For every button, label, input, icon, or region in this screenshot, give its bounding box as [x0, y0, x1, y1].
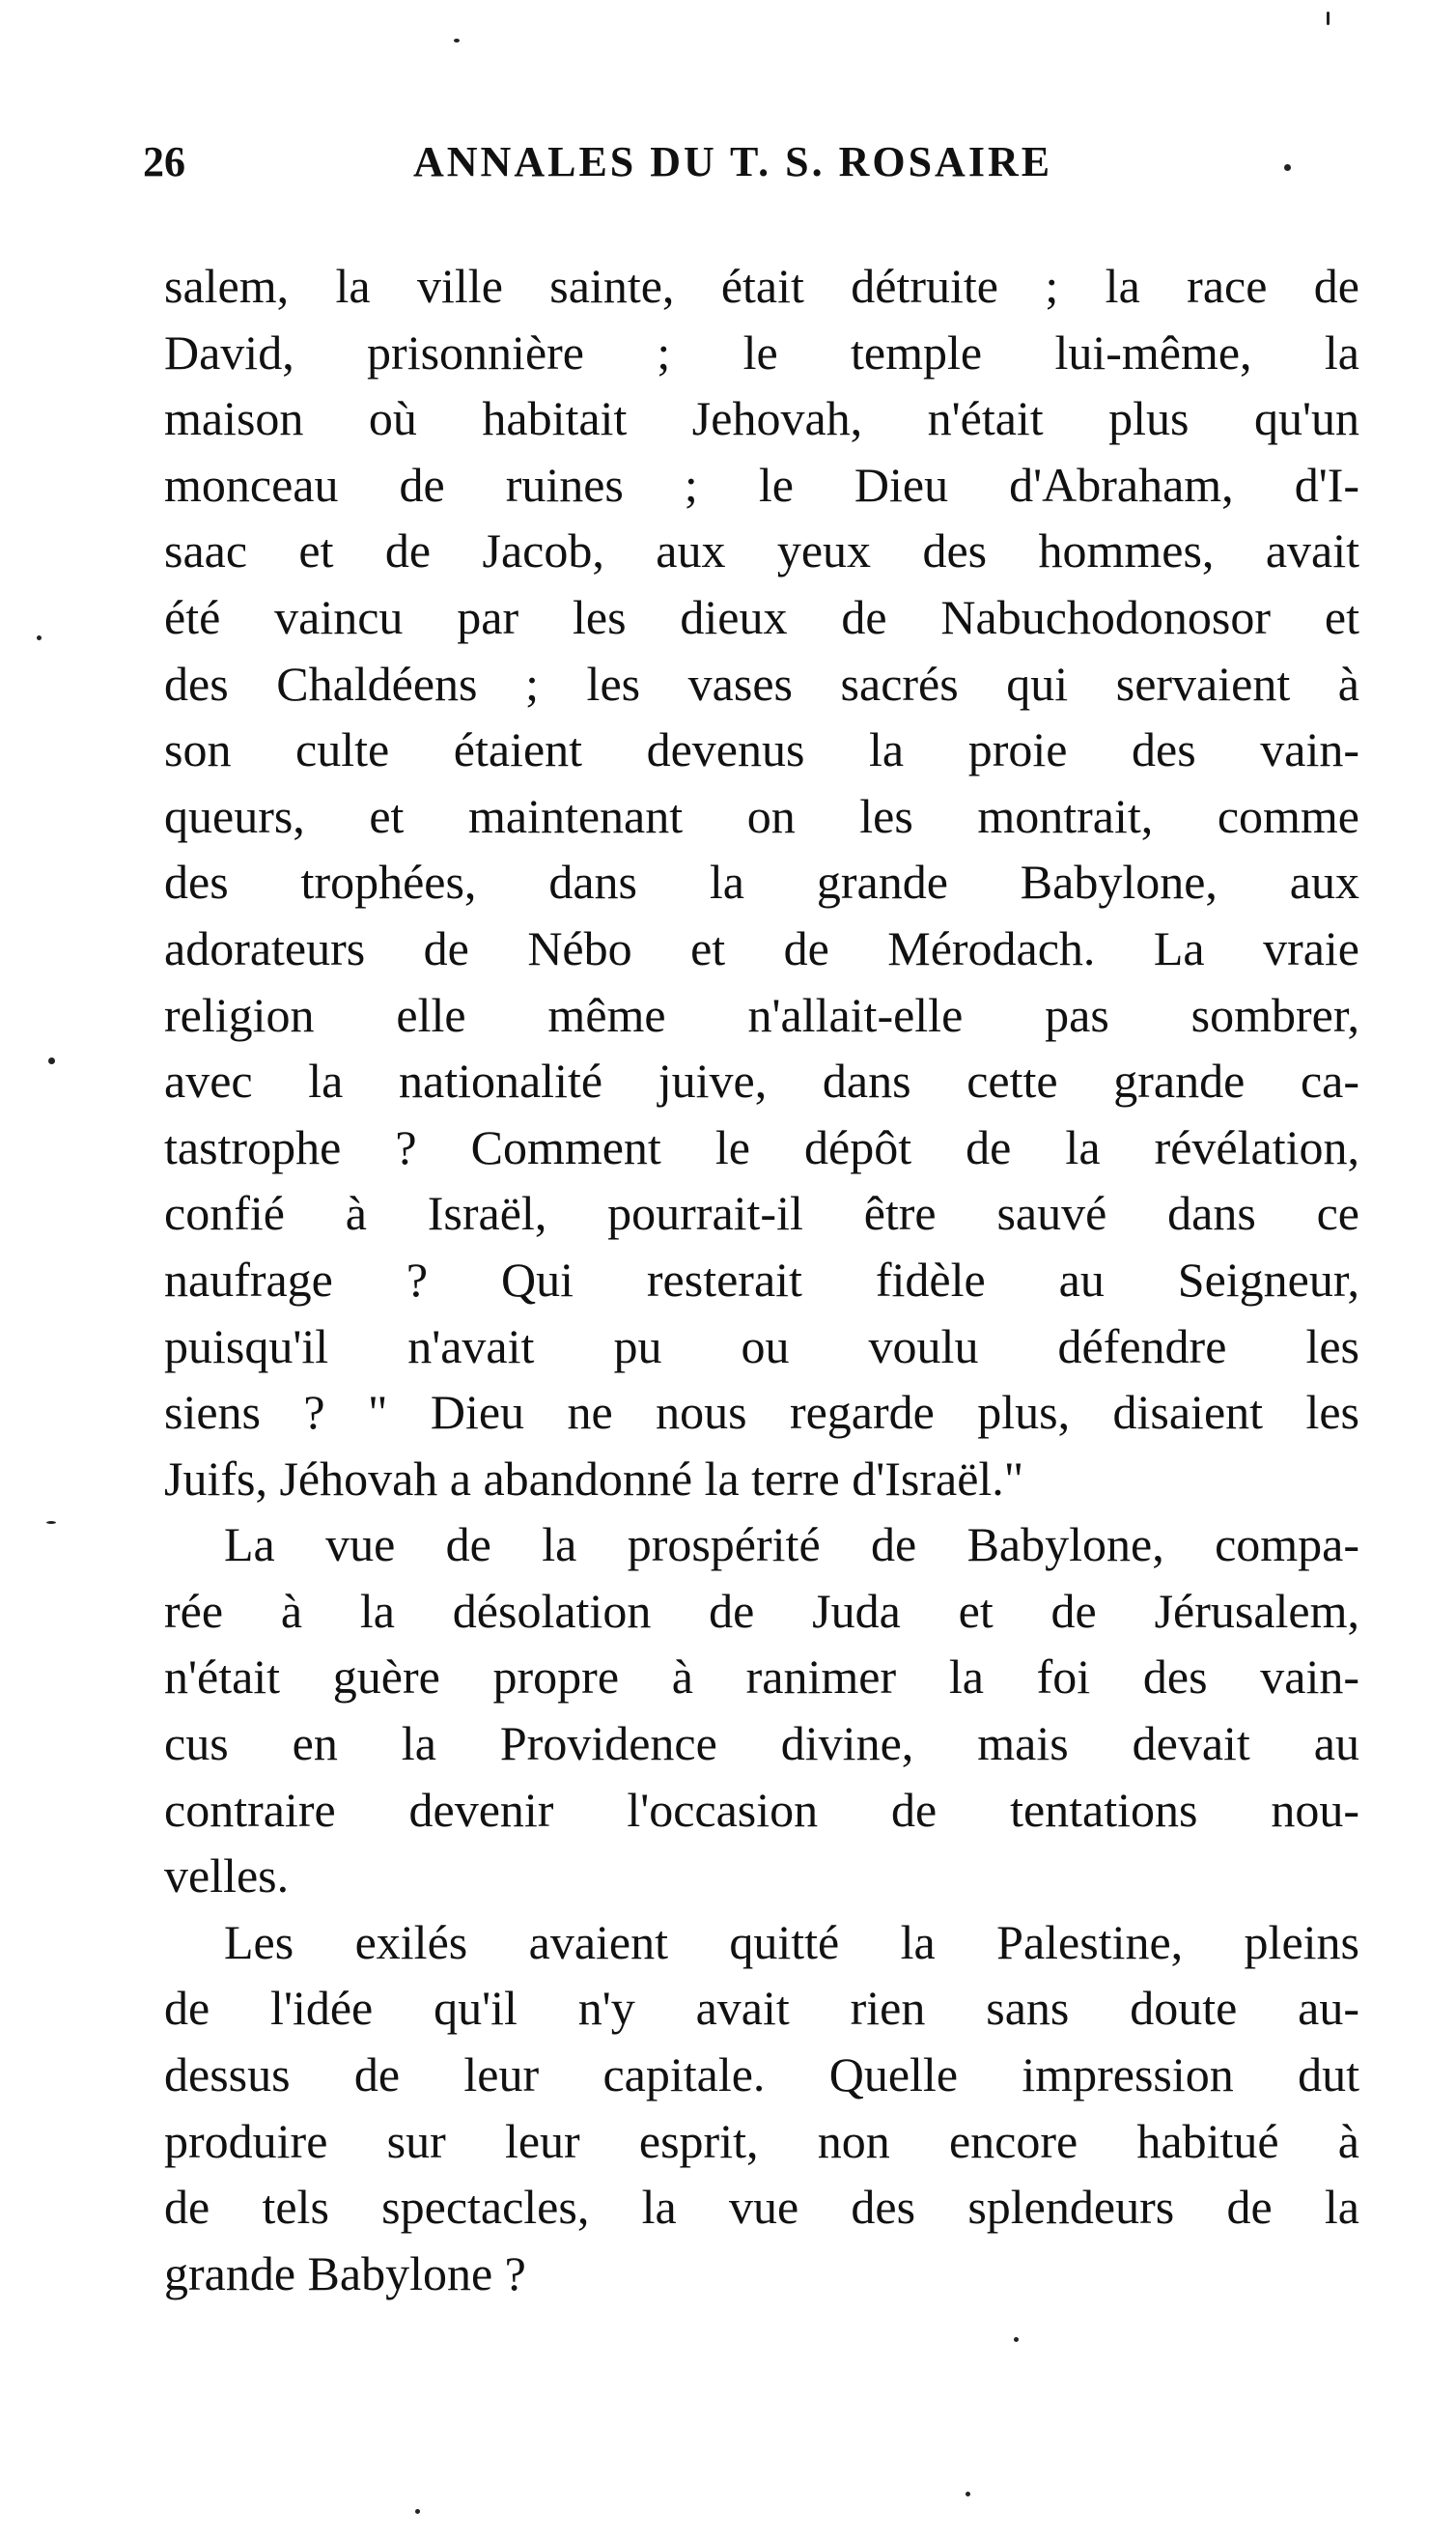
text-line: salem, la ville sainte, était détruite ; la race de	[164, 259, 1359, 313]
text-line: n'était guère propre à ranimer la foi des vain-	[164, 1650, 1359, 1705]
text-line: maison où habitait Jehovah, n'était plus qu'un	[164, 391, 1359, 446]
text-line: son culte étaient devenus la proie des vain-	[164, 722, 1359, 777]
text-line: des trophées, dans la grande Babylone, aux	[164, 855, 1359, 910]
text-line: religion elle même n'allait-elle pas sombrer,	[164, 987, 1359, 1042]
text-line: cus en la Providence divine, mais devait au	[164, 1716, 1359, 1771]
print-speck	[1327, 12, 1330, 25]
print-speck	[46, 1521, 56, 1524]
text-line: avec la nationalité juive, dans cette grande ca-	[164, 1054, 1359, 1109]
print-speck	[37, 635, 42, 640]
text-line: adorateurs de Nébo et de Mérodach. La vraie	[164, 920, 1359, 975]
text-line: contraire devenir l'occasion de tentations nou-	[164, 1782, 1359, 1837]
text-line: siens ? " Dieu ne nous regarde plus, disaient les	[164, 1385, 1359, 1440]
print-speck	[454, 39, 460, 42]
text-line: queurs, et maintenant on les montrait, comme	[164, 788, 1359, 843]
print-speck	[1284, 164, 1291, 171]
text-line: naufrage ? Qui resterait fidèle au Seigneur,	[164, 1252, 1359, 1307]
text-line: tastrophe ? Comment le dépôt de la révélation,	[164, 1119, 1359, 1174]
text-line: David, prisonnière ; le temple lui-même, la	[164, 324, 1359, 380]
text-line: saac et de Jacob, aux yeux des hommes, avait	[164, 523, 1359, 578]
running-title: ANNALES DU T. S. ROSAIRE	[413, 138, 1053, 185]
print-speck	[966, 2492, 970, 2496]
body-text	[164, 253, 1359, 2306]
text-line: dessus de leur capitale. Quelle impression dut	[164, 2047, 1359, 2102]
text-line: grande Babylone ?	[164, 2245, 526, 2300]
text-line: velles.	[164, 1848, 290, 1904]
text-line: des Chaldéens ; les vases sacrés qui servaient à	[164, 656, 1359, 711]
print-speck	[48, 1058, 55, 1064]
text-line: de l'idée qu'il n'y avait rien sans doute au-	[164, 1981, 1359, 2036]
text-line: Juifs, Jéhovah a abandonné la terre d'Israël."	[164, 1451, 1024, 1506]
text-line: été vaincu par les dieux de Nabuchodonosor et	[164, 589, 1359, 644]
print-speck	[415, 2509, 420, 2514]
page-number: 26	[143, 138, 185, 185]
paragraph-start-line: La vue de la prospérité de Babylone, compa-	[224, 1517, 1359, 1572]
running-header	[143, 133, 1330, 191]
text-line: rée à la désolation de Juda et de Jérusalem,	[164, 1583, 1359, 1638]
text-line: de tels spectacles, la vue des splendeurs de la	[164, 2180, 1359, 2235]
paragraph-start-line: Les exilés avaient quitté la Palestine, pleins	[224, 1914, 1359, 1969]
text-line: puisqu'il n'avait pu ou voulu défendre les	[164, 1318, 1359, 1373]
print-speck	[1014, 2337, 1019, 2342]
text-line: produire sur leur esprit, non encore habitué à	[164, 2113, 1359, 2168]
text-line: monceau de ruines ; le Dieu d'Abraham, d'I-	[164, 457, 1359, 512]
text-line: confié à Israël, pourrait-il être sauvé dans ce	[164, 1186, 1359, 1241]
